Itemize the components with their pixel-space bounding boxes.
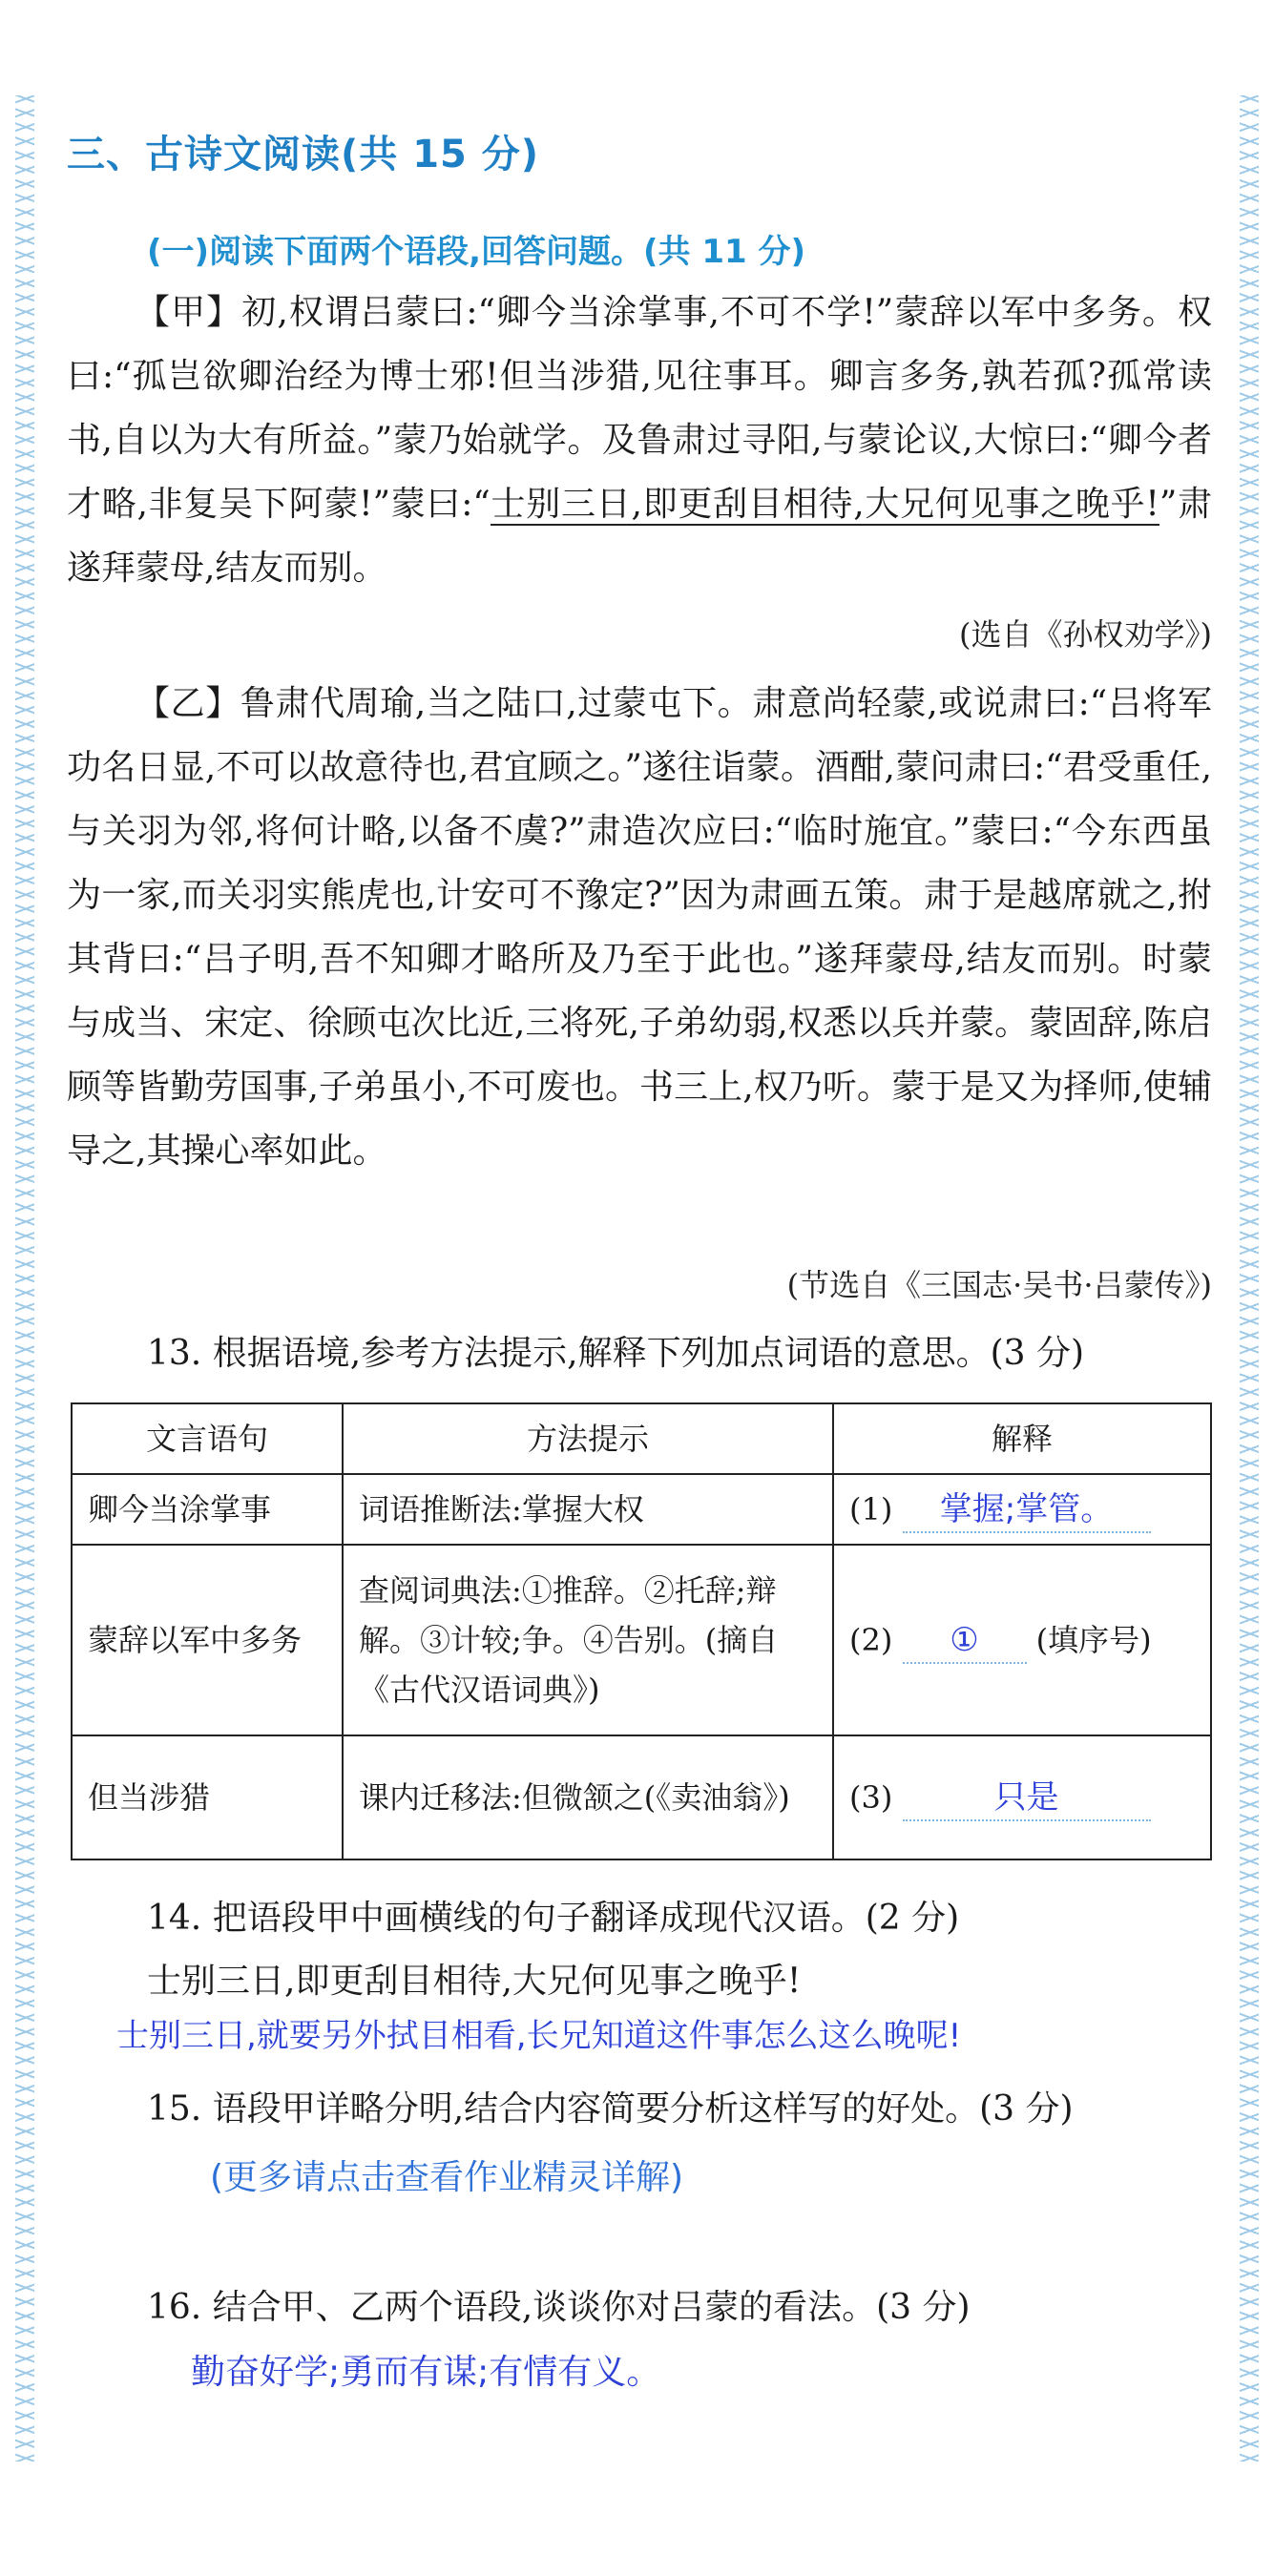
row3-hint: 课内迁移法:但微颔之(《卖油翁》) bbox=[343, 1735, 833, 1859]
row1-sentence: 卿今当涂掌事 bbox=[72, 1474, 343, 1545]
row1-number: (1) bbox=[849, 1491, 893, 1527]
passage-b: 【乙】鲁肃代周瑜,当之陆口,过蒙屯下。肃意尚轻蒙,或说肃曰:“吕将军功名日显,不可以故意待也,君宜顾之。”遂往诣蒙。酒酣,蒙问肃曰:“君受重任,与关羽为邻,将何计略,以备不虞?”肃造次应曰:“临时施宜。”蒙曰:“今东西虽为一家,而关羽实熊虎也,计安可不豫定?”因为肃画五策。肃于是越席就之,拊其背曰:“吕子明,吾不知卿才略所及乃至于此也。”遂拜蒙母,结友而别。时蒙与成当、宋定、徐顾屯次比近,三将死,子弟幼弱,权悉以兵并蒙。蒙固辞,陈启顾等皆勤劳国事,子弟虽小,不可废也。书三上,权乃听。蒙于是又为择师,使辅导之,其操心率如此。 bbox=[67, 684, 1212, 1171]
table-row bbox=[72, 1545, 1211, 1735]
row2-number: (2) bbox=[849, 1622, 893, 1658]
question-15-detail-link[interactable]: (更多请点击查看作业精灵详解) bbox=[210, 2158, 684, 2197]
decorative-border-left bbox=[15, 95, 34, 2462]
passage-a bbox=[67, 280, 1212, 600]
row2-hint: 查阅词典法:①推辞。②托辞;辩解。③计较;争。④告别。(摘自《古代汉语词典》) bbox=[343, 1545, 833, 1735]
passage-b-source: (节选自《三国志·吴书·吕蒙传》) bbox=[786, 1267, 1212, 1303]
passage-a-source: (选自《孙权劝学》) bbox=[959, 616, 1212, 653]
method-table bbox=[71, 1402, 1212, 1860]
decorative-border-right bbox=[1240, 95, 1259, 2462]
row1-answer: 掌握;掌管。 bbox=[903, 1487, 1151, 1533]
table-row bbox=[72, 1474, 1211, 1545]
section-title: 三、古诗文阅读(共 15 分) bbox=[67, 133, 540, 177]
row3-answer-cell bbox=[833, 1735, 1211, 1859]
question-14-answer: 士别三日,就要另外拭目相看,长兄知道这件事怎么这么晚呢! bbox=[116, 2017, 962, 2055]
row2-answer: ① bbox=[903, 1618, 1027, 1664]
row3-answer: 只是 bbox=[903, 1776, 1151, 1821]
row2-suffix: (填序号) bbox=[1035, 1622, 1152, 1658]
subsection-title: (一)阅读下面两个语段,回答问题。(共 11 分) bbox=[147, 233, 806, 271]
question-13-stem: 13. 根据语境,参考方法提示,解释下列加点词语的意思。(3 分) bbox=[147, 1334, 1085, 1373]
row1-answer-cell bbox=[833, 1474, 1211, 1545]
table-header-hint: 方法提示 bbox=[343, 1403, 833, 1474]
row1-hint: 词语推断法:掌握大权 bbox=[343, 1474, 833, 1545]
table-row bbox=[72, 1735, 1211, 1859]
table-header-explain: 解释 bbox=[833, 1403, 1211, 1474]
table-header-sentence: 文言语句 bbox=[72, 1403, 343, 1474]
row2-answer-cell bbox=[833, 1545, 1211, 1735]
passage-a-text-2: ”肃遂拜蒙母,结友而别。 bbox=[67, 485, 1212, 588]
question-16-stem: 16. 结合甲、乙两个语段,谈谈你对吕蒙的看法。(3 分) bbox=[147, 2288, 971, 2327]
question-14-sentence: 士别三日,即更刮目相待,大兄何见事之晚乎! bbox=[147, 1962, 802, 2001]
question-16-answer: 勤奋好学;勇而有谋;有情有义。 bbox=[191, 2353, 661, 2392]
question-14-stem: 14. 把语段甲中画横线的句子翻译成现代汉语。(2 分) bbox=[147, 1899, 960, 1938]
row3-sentence: 但当涉猎 bbox=[72, 1735, 343, 1859]
question-15-stem: 15. 语段甲详略分明,结合内容简要分析这样写的好处。(3 分) bbox=[147, 2089, 1074, 2129]
row2-sentence: 蒙辞以军中多务 bbox=[72, 1545, 343, 1735]
table-header-row bbox=[72, 1403, 1211, 1474]
row3-number: (3) bbox=[849, 1779, 893, 1816]
passage-a-underlined-sentence: 士别三日,即更刮目相待,大兄何见事之晚乎! bbox=[490, 485, 1159, 524]
passage-a-text-1: 【甲】初,权谓吕蒙曰:“卿今当涂掌事,不可不学!”蒙辞以军中多务。权曰:“孤岂欲卿治经为博士邪!但当涉猎,见往事耳。卿言多务,孰若孤?孤常读书,自以为大有所益。”蒙乃始就学。及鲁肃过寻阳,与蒙论议,大惊曰:“卿今者才略,非复吴下阿蒙!”蒙曰:“ bbox=[67, 293, 1212, 524]
